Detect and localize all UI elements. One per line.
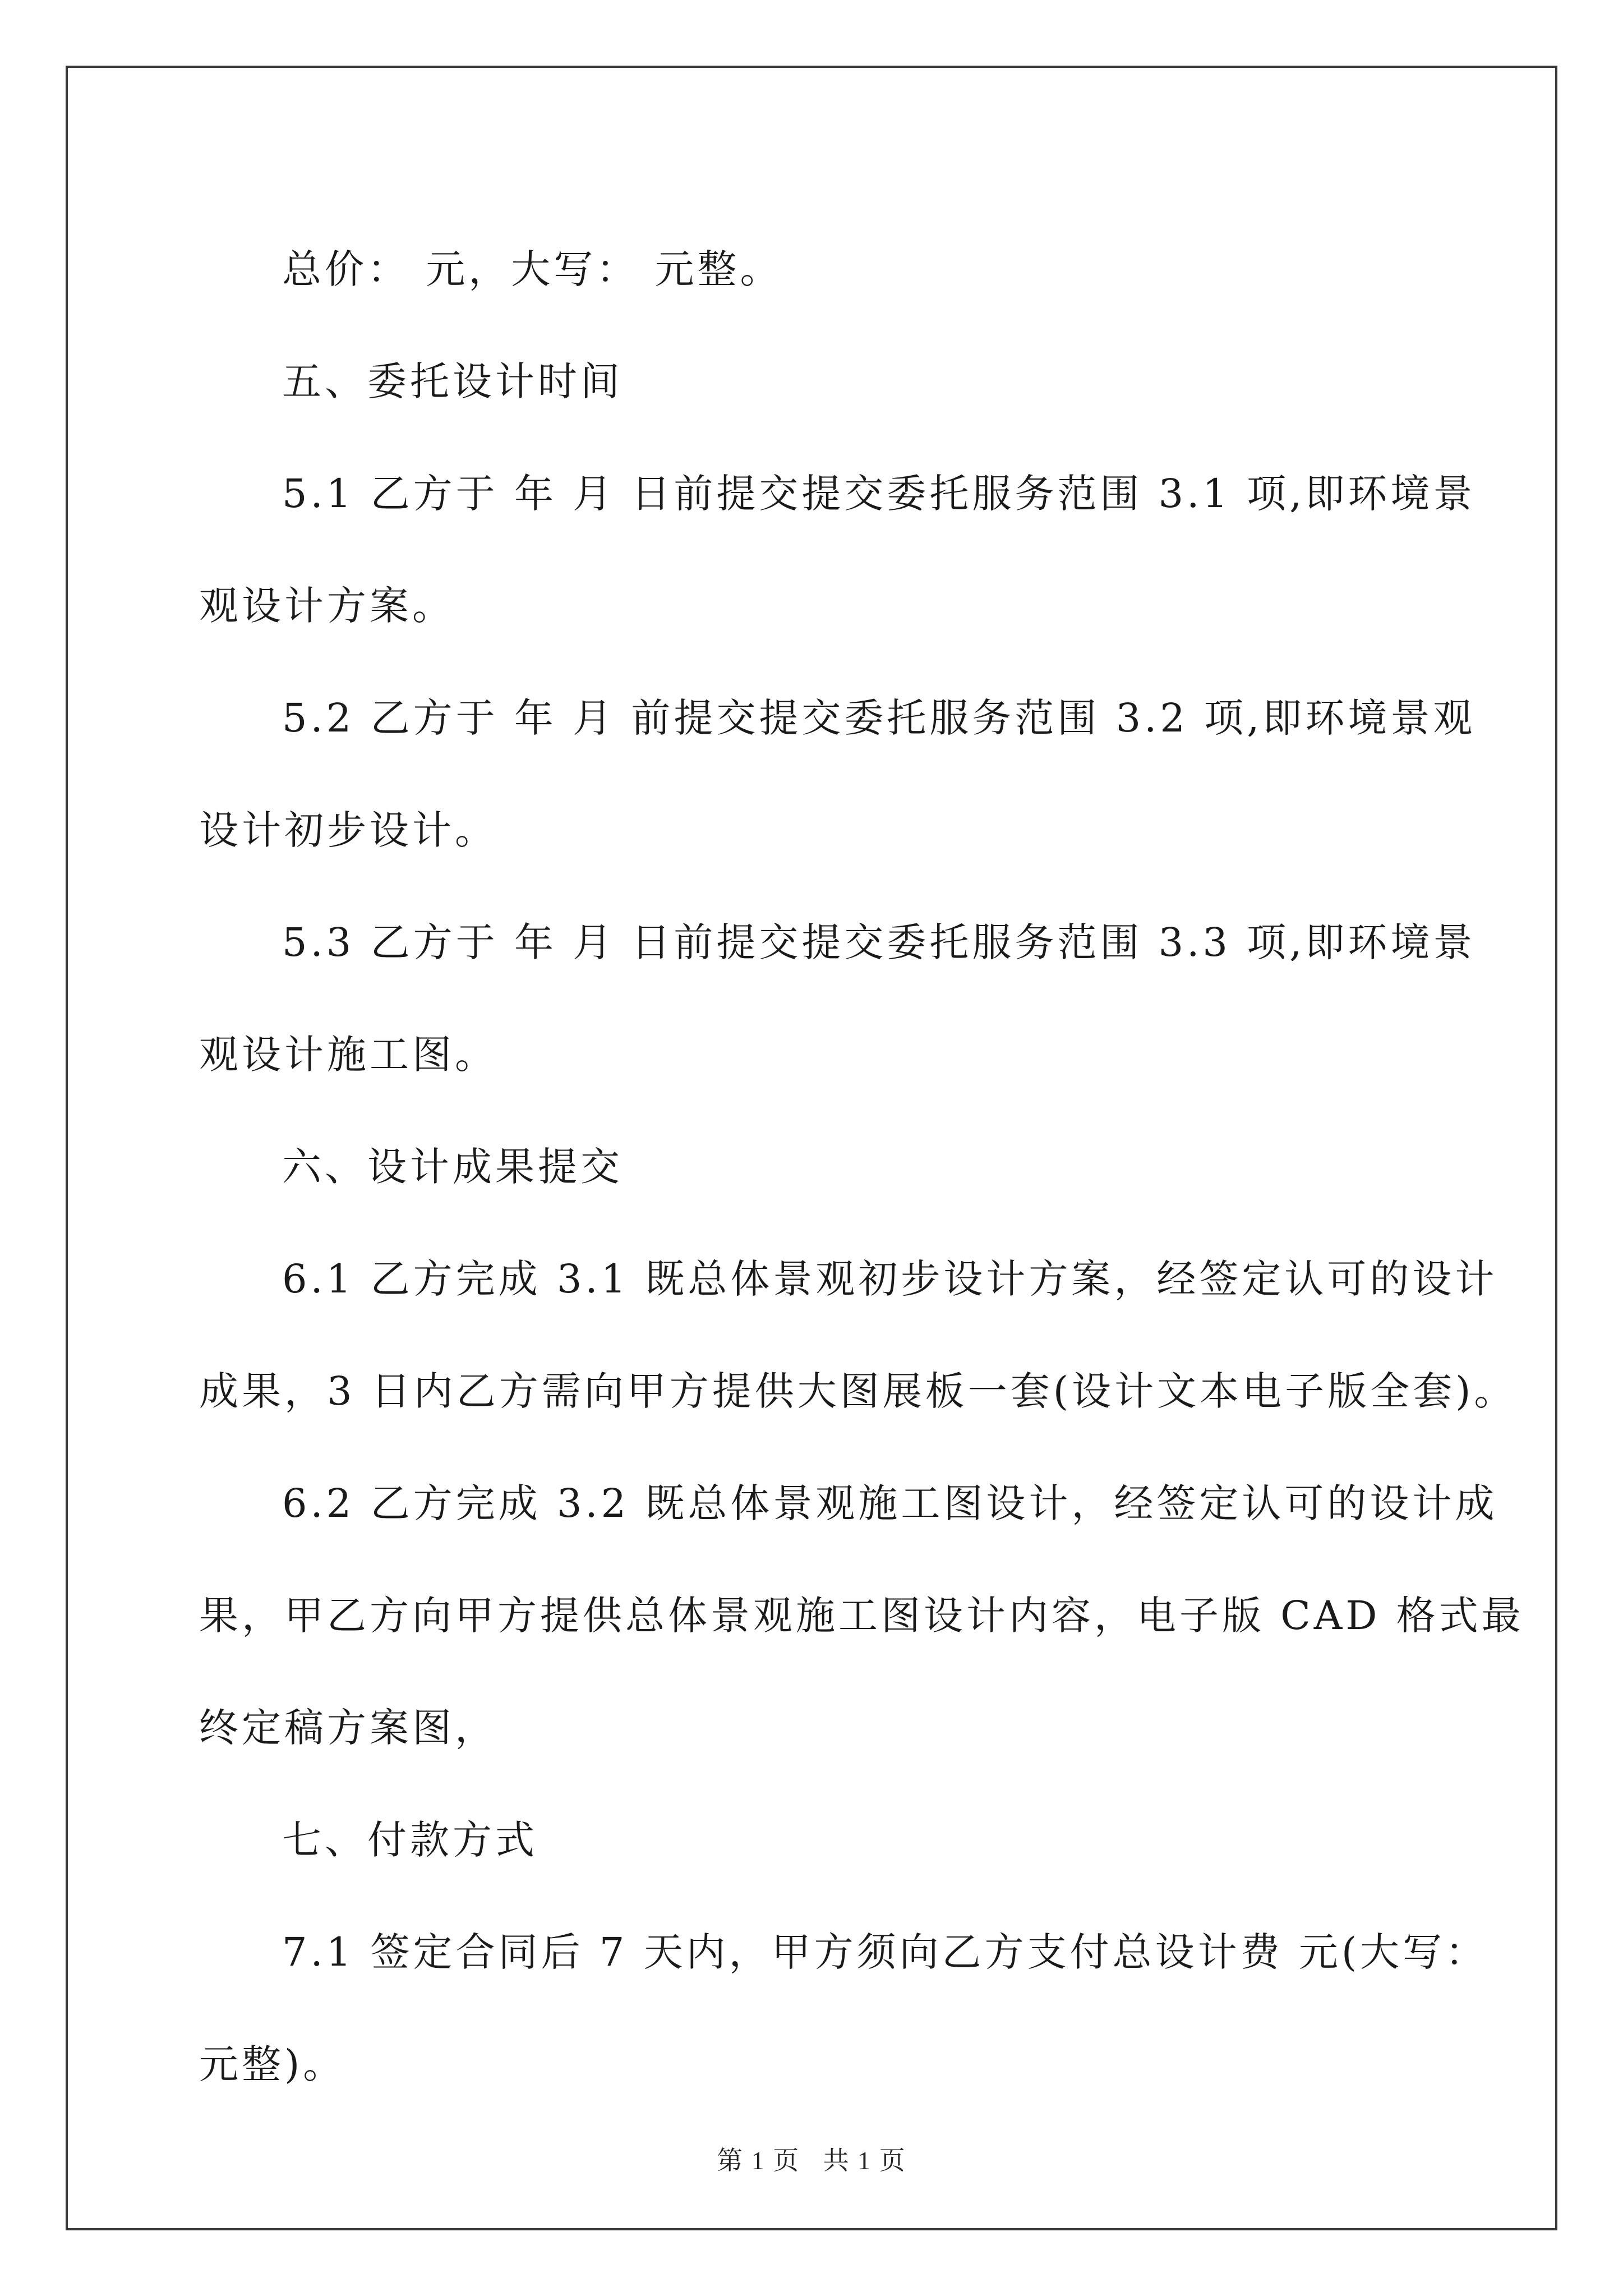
text-line: 果，甲乙方向甲方提供总体景观施工图设计内容，电子版 CAD 格式最: [199, 1593, 1524, 1639]
page-number: 第 1 页: [717, 2146, 800, 2175]
text-line: 终定稿方案图，: [199, 1705, 497, 1751]
text-line: 总价： 元，大写： 元整。: [282, 246, 783, 292]
text-line: 5.2 乙方于 年 月 前提交提交委托服务范围 3.2 项,即环境景观: [282, 695, 1476, 741]
page-footer: [0, 2140, 1623, 2177]
text-line: 5.1 乙方于 年 月 日前提交提交委托服务范围 3.1 项,即环境景: [282, 471, 1476, 517]
section-heading: 七、付款方式: [282, 1817, 538, 1863]
section-heading: 五、委托设计时间: [282, 358, 623, 404]
text-line: 成果，3 日内乙方需向甲方提供大图展板一套(设计文本电子版全套)。: [199, 1368, 1517, 1414]
text-line: 5.3 乙方于 年 月 日前提交提交委托服务范围 3.3 项,即环境景: [282, 919, 1476, 965]
page-total: 共 1 页: [823, 2146, 906, 2175]
text-line: 观设计方案。: [199, 583, 455, 629]
text-line: 7.1 签定合同后 7 天内，甲方须向乙方支付总设计费 元(大写：: [282, 1929, 1488, 1975]
text-line: 6.1 乙方完成 3.1 既总体景观初步设计方案，经签定认可的设计: [282, 1256, 1498, 1302]
text-line: 观设计施工图。: [199, 1032, 497, 1078]
text-line: 元整)。: [199, 2041, 346, 2087]
text-line: 6.2 乙方完成 3.2 既总体景观施工图设计，经签定认可的设计成: [282, 1480, 1498, 1526]
document-body: [199, 213, 1524, 2120]
section-heading: 六、设计成果提交: [282, 1144, 623, 1190]
text-line: 设计初步设计。: [199, 807, 497, 853]
